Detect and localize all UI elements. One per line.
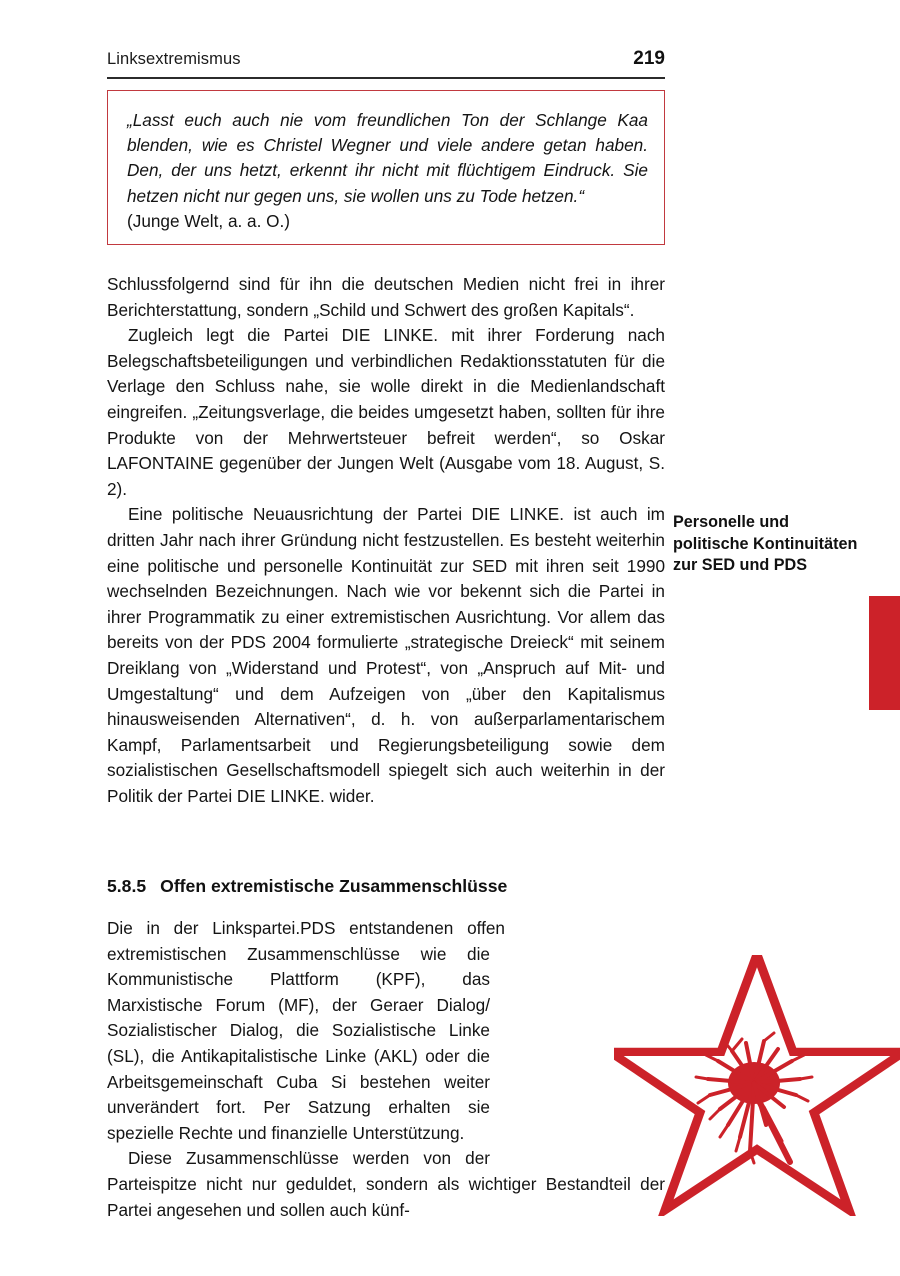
bottom-text-column: [107, 916, 665, 1223]
page-number: 219: [633, 48, 665, 69]
red-star-icon: [614, 955, 900, 1216]
figure-wrap-spacer-1: [505, 916, 665, 944]
paragraph-1: Schlussfolgernd sind für ihn die deutschen Medien nicht frei in ihrer Berichterstattung, sondern „Schild und Schwert des großen Kapitals“.: [107, 274, 665, 320]
edge-tab-marker: [869, 596, 900, 710]
section-title: Offen extremistische Zusammenschlüsse: [160, 876, 508, 896]
running-head-title: Linksextremismus: [107, 50, 241, 68]
quote-source: (Junge Welt, a. a. O.): [127, 210, 291, 231]
section-heading: [107, 876, 665, 897]
margin-note: Personelle und politische Kontinuitäten zur SED und PDS: [673, 513, 858, 574]
star-rose-figure: [614, 955, 900, 1216]
paragraph-5: Diese Zusammenschlüsse werden von der Parteispitze nicht nur geduldet, sondern als wichtiger Bestandteil der Partei angesehen und sollen auch künf-: [107, 1148, 665, 1220]
header-rule: [107, 77, 665, 79]
quote-box: [107, 90, 665, 245]
paragraph-2: Zugleich legt die Partei DIE LINKE. mit ihrer Forderung nach Belegschaftsbeteiligungen und verbindlichen Redaktionsstatuten für die Verlage den Schluss nahe, sie wolle direkt in die Medienlandschaft eingreifen. „Zeitungsverlage, die beides umgesetzt haben, sollten für ihre Produkte von der Mehrwertsteuer befreit werden“, so Oskar LAFONTAINE gegenüber der Jungen Welt (Ausgabe vom 18. August, S. 2).: [107, 325, 665, 499]
running-head: [107, 48, 665, 70]
section-number: 5.8.5: [107, 876, 147, 896]
paragraph-3: Eine politische Neuausrichtung der Partei DIE LINKE. ist auch im dritten Jahr nach ihrer Gründung nicht festzustellen. Es besteht weiterhin eine politische und personelle Kontinuität zur SED mit ihren seit 1990 wechselnden Bezeichnungen. Nach wie vor bekennt sich die Partei in ihrer Programmatik zu einer extremistischen Ausrichtung. Vor allem das bereits von der PDS 2004 formulierte „strategische Dreieck“ mit seinem Dreiklang von „Widerstand und Protest“, von „Anspruch auf Mit- und Umgestaltung“ und dem Aufzeigen von „über den Kapitalismus hinausweisenden Alternativen“, d. h. von außerparlamentarischem Kampf, Parlamentsarbeit und Regierungsbeteiligung sowie dem sozialistischen Gesellschaftsmodell spiegelt sich auch weiterhin in der Politik der Partei DIE LINKE. wider.: [107, 504, 665, 806]
paragraph-4: Die in der Linkspartei.PDS entstandenen offen extremistischen Zusammenschlüsse wie die Kommunistische Plattform (KPF), das Marxistische Forum (MF), der Geraer Dialog/ Sozialistischer Dialog, die Sozialistische Linke (SL), die Antikapitalistische Linke (AKL) oder die Arbeitsgemeinschaft Cuba Si bestehen weiter unverändert fort. Per Satzung erhalten sie spezielle Rechte und finanzielle Unterstützung.: [107, 918, 505, 1143]
body-text-column: [107, 272, 665, 809]
quote-text: „Lasst euch auch nie vom freundlichen Ton der Schlange Kaa blenden, wie es Christel Wegner und viele andere getan haben. Den, der uns hetzt, erkennt ihr nicht mit flüchtigem Eindruck. Sie hetzen nicht nur gegen uns, sie wollen uns zu Tode hetzen.“: [127, 110, 648, 206]
